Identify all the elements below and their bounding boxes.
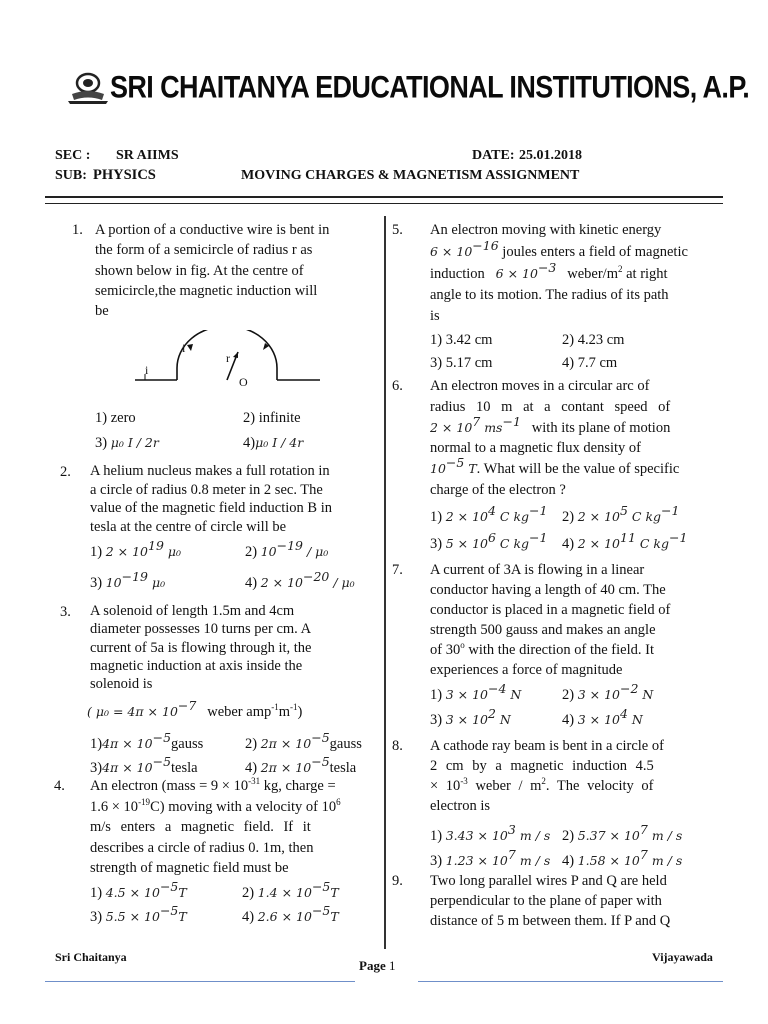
question-text-line: experiences a force of magnitude [430, 662, 623, 678]
question-text-line: A portion of a conductive wire is bent in [95, 222, 330, 238]
option-2: 2) infinite [243, 410, 301, 426]
question-number: 3. [60, 604, 71, 620]
figure-label-i-top: i [182, 341, 186, 355]
question-text-line: diameter possesses 10 turns per cm. A [90, 621, 312, 638]
option-2: 2) $2\pi \times 10^{-5}gauss$ [245, 730, 362, 752]
question-number: 9. [392, 873, 403, 889]
question-text-line: be [95, 303, 109, 320]
left-column [54, 220, 376, 950]
question-text-line: semicircle,the magnetic induction will [95, 282, 318, 299]
question-text-line: A cathode ray beam is bent in a circle of [430, 738, 664, 754]
question-text-line: A current of 3A is flowing in a linear [430, 562, 645, 578]
figure-label-o: O [239, 375, 248, 389]
option-1: 1) $4.5 \times 10^{-5}T$ [90, 879, 187, 901]
option-2: 2) $10^{-19} / \mu_0$ [245, 538, 329, 560]
question-text-line: $6 \times 10^{-16}$ joules enters a field of magnetic [430, 238, 688, 260]
footer-rule-right [418, 981, 723, 982]
question-text-line: An electron moves in a circular arc of [430, 378, 650, 394]
question-text-line: A solenoid of length 1.5m and 4cm [90, 603, 295, 619]
question-text-line: of 30$^o$ with the direction of the field. It [430, 640, 654, 658]
option-4: 4)μ₀ I / 4r [243, 435, 304, 451]
question-text-line: An electron moving with kinetic energy [430, 222, 662, 238]
institution-title: SRI CHAITANYA EDUCATIONAL INSTITUTIONS, A.P. [110, 70, 750, 105]
question-text-line: 2 cm by a magnetic induction 4.5 [430, 758, 654, 774]
question-text-line: perpendicular to the plane of paper with [430, 893, 662, 909]
option-3: 3) $3 \times 10^2$ N [430, 706, 511, 728]
question-text-line: strength of magnetic field must be [90, 860, 289, 877]
question-text-line: tesla at the centre of circle will be [90, 519, 287, 536]
question-text-line: strength 500 gauss and makes an angle [430, 622, 656, 638]
semicircle-wire-figure [135, 330, 325, 390]
sub-value: PHYSICS [93, 167, 156, 183]
question-text-line: distance of 5 m between them. If P and Q [430, 913, 671, 929]
option-1: 1) zero [95, 410, 136, 426]
option-3: 3) $5.5 \times 10^{-5}T$ [90, 903, 187, 925]
sec-label: SEC : [55, 148, 91, 163]
right-column [392, 220, 722, 950]
question-text-line: m/s enters a magnetic field. If it [90, 819, 311, 836]
question-text-line: A helium nucleus makes a full rotation in [90, 463, 330, 479]
question-text-line: value of the magnetic field induction B in [90, 500, 333, 517]
option-2: 2) $1.4 \times 10^{-5}T$ [242, 879, 339, 901]
date-label: DATE: [472, 148, 515, 163]
question-text-line: magnetic induction at axis inside the [90, 657, 303, 674]
option-3: 3) μ₀ I / 2r [95, 435, 159, 451]
option-4: 4) 7.7 cm [562, 355, 618, 371]
footer-left: Sri Chaitanya [55, 950, 127, 964]
option-2: 2) $2 \times 10^5$ C $kg^{-1}$ [562, 503, 680, 525]
figure-label-r: r [226, 351, 230, 365]
question-number: 7. [392, 562, 403, 578]
question-text-line: the form of a semicircle of radius r as [95, 242, 313, 259]
question-number: 4. [54, 778, 65, 794]
question-number: 2. [60, 464, 71, 480]
question-text-line: describes a circle of radius 0. 1m, then [90, 839, 314, 856]
question-text-line: solenoid is [90, 676, 153, 693]
question-text-line: $2 \times 10^7$ $ms^{-1}$ with its plane of motion [430, 413, 671, 436]
option-3: 3) 5.17 cm [430, 355, 493, 371]
question-text-line: $1.6 \times 10^{-19}C$) moving with a velocity of $10^6$ [90, 796, 341, 815]
question-number: 5. [392, 222, 403, 238]
question-text-line: is [430, 308, 440, 324]
question-text-line: radius 10 m at a contant speed of [430, 398, 671, 415]
question-text-line: normal to a magnetic flux density of [430, 440, 642, 457]
option-4: 4) $2\pi \times 10^{-5}tesla$ [245, 754, 357, 776]
option-4: 4) $3 \times 10^4$ N [562, 706, 643, 728]
option-1: $1)4\pi \times 10^{-5}gauss$ [90, 730, 204, 752]
option-4: 4) $2 \times 10^{-20} / \mu_0$ [245, 569, 355, 591]
question-text-line: induction $6 \times 10^{-3}$ weber/$m^2$ at right [430, 260, 668, 282]
sec-value: SR AIIMS [116, 148, 179, 163]
option-1: 1) $3 \times 10^{-4}$ N [430, 681, 522, 703]
question-number: 1. [72, 222, 83, 238]
question-text-line: shown below in fig. At the centre of [95, 262, 304, 279]
option-1: 1) $2 \times 10^4$ C $kg^{-1}$ [430, 503, 548, 525]
figure-label-i-left: i [145, 363, 149, 377]
top-rule-thin [45, 203, 723, 204]
question-number: 8. [392, 738, 403, 754]
question-text-line: conductor is placed in a magnetic field of [430, 602, 671, 618]
option-4: 4) $2.6 \times 10^{-5}T$ [242, 903, 339, 925]
option-4: 4) $1.58 \times 10^7$ m / s [562, 847, 683, 869]
option-1: 1) $2 \times 10^{19}$ μ₀ [90, 538, 182, 560]
top-rule [45, 196, 723, 198]
option-2: 2) $5.37 \times 10^7$ m / s [562, 822, 683, 844]
option-2: 2) 4.23 cm [562, 332, 625, 348]
question-number: 6. [392, 378, 403, 394]
footer-page: Page 1 [359, 958, 396, 973]
footer-right: Vijayawada [652, 950, 713, 964]
question-text-line: current of 5a is flowing through it, the [90, 639, 312, 656]
question-text-line: electron is [430, 798, 490, 814]
option-3: 3) $10^{-19}$ μ₀ [90, 569, 166, 591]
option-3: 3) $1.23 \times 10^7$ m / s [430, 847, 551, 869]
date-value: 25.01.2018 [519, 148, 582, 163]
option-1: 1) $3.43 \times 10^3$ m / s [430, 822, 551, 844]
assignment-title: MOVING CHARGES & MAGNETISM ASSIGNMENT [241, 168, 580, 183]
institution-logo [66, 70, 110, 106]
question-text-line: a circle of radius 0.8 meter in 2 sec. The [90, 481, 323, 498]
question-text-line: An electron (mass = $9 \times 10^{-31}$ kg, charge = [90, 776, 336, 794]
given-relation: ( $\mu_0 = 4\pi \times 10^{-7}$ weber $amp^{-1}m^{-1}$) [87, 698, 303, 720]
footer-rule-left [45, 981, 355, 982]
option-3: 3) $5 \times 10^6$ C $kg^{-1}$ [430, 530, 548, 552]
question-text-line: $10^{-5}$ T. What will be the value of specific [430, 455, 680, 478]
sub-label: SUB: [55, 168, 87, 183]
question-text-line: Two long parallel wires P and Q are held [430, 873, 667, 889]
option-1: 1) 3.42 cm [430, 332, 493, 348]
question-text-line: charge of the electron ? [430, 481, 566, 498]
option-2: 2) $3 \times 10^{-2}$ N [562, 681, 654, 703]
question-text-line: conductor having a length of 40 cm. The [430, 582, 666, 598]
option-4: 4) $2 \times 10^{11}$ C $kg^{-1}$ [562, 530, 688, 552]
question-text-line: angle to its motion. The radius of its path [430, 287, 669, 303]
column-divider [384, 216, 386, 949]
option-3: $3)4\pi \times 10^{-5}tesla$ [90, 754, 198, 776]
question-text-line: × $10^{-3}$ weber / $m^2$. The velocity of [430, 776, 654, 794]
